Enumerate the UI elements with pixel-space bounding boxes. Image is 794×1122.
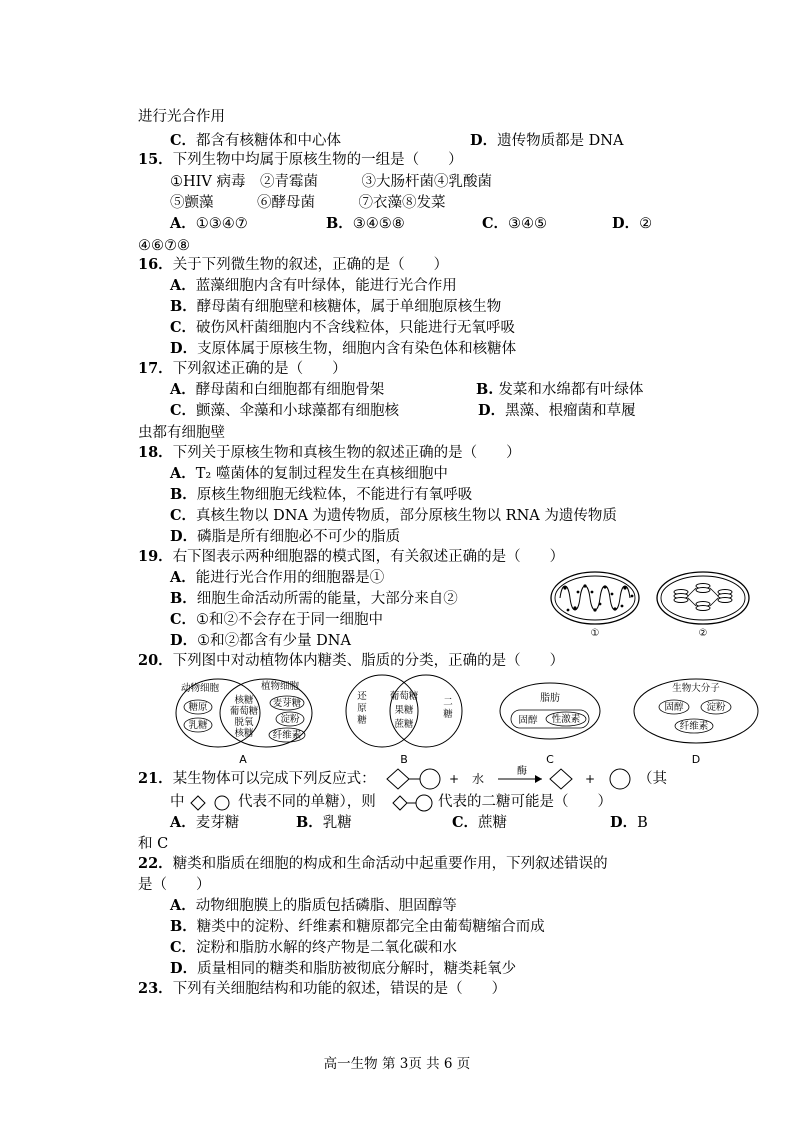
text-line: ①HIV 病毒 ②青霉菌 ③大肠杆菌④乳酸菌 bbox=[170, 174, 492, 190]
svg-text:纤维素: 纤维素 bbox=[272, 730, 302, 741]
text-line: 是（ ） bbox=[138, 877, 211, 893]
question-15: 15．下列生物中均属于原核生物的一组是（ ） bbox=[138, 151, 463, 168]
option-b: B．乳糖 bbox=[296, 814, 352, 831]
svg-text:+: + bbox=[584, 772, 596, 786]
svg-text:动物细胞: 动物细胞 bbox=[180, 683, 220, 694]
option-d: D．B bbox=[610, 814, 648, 831]
option-a: A．麦芽糖 bbox=[170, 814, 240, 831]
svg-text:糖: 糖 bbox=[357, 715, 367, 726]
option-b: B．细胞生命活动所需的能量，大部分来自② bbox=[170, 590, 458, 607]
option-a: A．能进行光合作用的细胞器是① bbox=[170, 569, 385, 586]
option-a: A．T₂ 噬菌体的复制过程发生在真核细胞中 bbox=[170, 465, 448, 482]
option-c: C．①和②不会存在于同一细胞中 bbox=[170, 611, 384, 628]
option-d: D．遗传物质都是 DNA bbox=[470, 132, 624, 149]
text-line: 进行光合作用 bbox=[138, 109, 225, 125]
label-2: ② bbox=[698, 628, 708, 639]
svg-text:蔗糖: 蔗糖 bbox=[394, 719, 414, 730]
question-20: 20．下列图中对动植物体内糖类、脂质的分类，正确的是（ ） bbox=[138, 652, 565, 669]
option-a: A．动物细胞膜上的脂质包括磷脂、胆固醇等 bbox=[170, 897, 457, 914]
diagram-b bbox=[346, 675, 462, 766]
svg-text:固醇: 固醇 bbox=[518, 715, 538, 726]
diamond-shape bbox=[191, 796, 205, 810]
option-b: B．原核生物细胞无线粒体，不能进行有氧呼吸 bbox=[170, 486, 473, 503]
option-a: A．蓝藻细胞内含有叶绿体，能进行光合作用 bbox=[170, 277, 457, 294]
sugar-symbols bbox=[188, 794, 236, 812]
option-c: C．③④⑤ bbox=[482, 215, 548, 232]
circle-shape bbox=[420, 769, 440, 789]
svg-text:+: + bbox=[448, 772, 460, 786]
diamond-shape bbox=[387, 769, 409, 789]
circle-shape bbox=[215, 796, 229, 810]
text-line: 中 bbox=[170, 794, 185, 810]
option-a: A．酵母菌和白细胞都有细胞骨架 bbox=[170, 381, 385, 398]
option-c: C．淀粉和脂肪水解的终产物是二氧化碳和水 bbox=[170, 939, 458, 956]
question-19: 19．右下图表示两种细胞器的模式图，有关叙述正确的是（ ） bbox=[138, 548, 565, 565]
svg-text:B: B bbox=[400, 753, 408, 766]
diagram-d bbox=[634, 679, 758, 766]
svg-text:D: D bbox=[691, 753, 701, 766]
option-b: B. 发菜和水绵都有叶绿体 bbox=[476, 381, 644, 398]
svg-text:脱氧: 脱氧 bbox=[234, 717, 254, 728]
svg-text:淀粉: 淀粉 bbox=[706, 702, 726, 713]
question-17: 17．下列叙述正确的是（ ） bbox=[138, 360, 347, 377]
mitochondrion-diagram bbox=[551, 572, 639, 624]
svg-text:麦芽糖: 麦芽糖 bbox=[272, 698, 302, 709]
svg-text:水: 水 bbox=[471, 772, 485, 786]
svg-text:A: A bbox=[239, 753, 247, 766]
svg-text:糖: 糖 bbox=[443, 709, 453, 720]
question-22: 22．糖类和脂质在细胞的构成和生命活动中起重要作用，下列叙述错误的 bbox=[138, 855, 608, 872]
text-line: 和 C bbox=[138, 836, 169, 852]
question-23: 23．下列有关细胞结构和功能的叙述，错误的是（ ） bbox=[138, 980, 507, 997]
svg-text:果糖: 果糖 bbox=[394, 705, 414, 716]
option-d: D．黑藻、根瘤菌和草履 bbox=[478, 402, 636, 419]
option-b: B．糖类中的淀粉、纤维素和糖原都完全由葡萄糖缩合而成 bbox=[170, 918, 545, 935]
option-d: D．磷脂是所有细胞必不可少的脂质 bbox=[170, 528, 401, 545]
svg-text:核糖: 核糖 bbox=[234, 728, 254, 739]
svg-text:脂肪: 脂肪 bbox=[540, 693, 560, 704]
svg-text:原: 原 bbox=[357, 703, 367, 714]
text-line: （其 bbox=[638, 771, 667, 787]
question-21: 21．某生物体可以完成下列反应式： bbox=[138, 770, 376, 787]
text-line: ④⑥⑦⑧ bbox=[138, 238, 190, 254]
svg-text:纤维素: 纤维素 bbox=[679, 721, 709, 732]
option-c: C．都含有核糖体和中心体 bbox=[170, 132, 342, 149]
option-b: B．③④⑤⑧ bbox=[326, 215, 405, 232]
svg-text:葡萄糖: 葡萄糖 bbox=[389, 691, 419, 702]
text-line: 代表不同的单糖），则 bbox=[238, 794, 376, 810]
option-a: A．①③④⑦ bbox=[170, 215, 248, 232]
svg-text:葡萄糖: 葡萄糖 bbox=[229, 706, 259, 717]
text-line: 代表的二糖可能是（ ） bbox=[438, 794, 612, 810]
svg-text:性激素: 性激素 bbox=[551, 714, 581, 725]
svg-text:淀粉: 淀粉 bbox=[280, 714, 300, 725]
chloroplast-diagram bbox=[657, 572, 749, 624]
option-c: C．真核生物以 DNA 为遗传物质，部分原核生物以 RNA 为遗传物质 bbox=[170, 507, 617, 524]
option-d: D．支原体属于原核生物，细胞内含有染色体和核糖体 bbox=[170, 340, 517, 357]
svg-text:二: 二 bbox=[443, 697, 453, 708]
svg-text:乳糖: 乳糖 bbox=[188, 720, 208, 731]
svg-text:生物大分子: 生物大分子 bbox=[672, 683, 720, 694]
option-c: C．破伤风杆菌细胞内不含线粒体，只能进行无氧呼吸 bbox=[170, 319, 516, 336]
option-c: C．颤藻、伞藻和小球藻都有细胞核 bbox=[170, 402, 400, 419]
svg-text:植物细胞: 植物细胞 bbox=[260, 681, 300, 692]
diagram-c bbox=[500, 683, 600, 766]
svg-text:酶: 酶 bbox=[517, 766, 527, 777]
classification-figures bbox=[170, 673, 760, 767]
label-1: ① bbox=[590, 628, 600, 639]
text-line: ⑤颤藻 ⑥酵母菌 ⑦衣藻⑧发菜 bbox=[170, 195, 446, 211]
svg-text:还: 还 bbox=[357, 691, 367, 702]
diagram-a bbox=[176, 679, 312, 766]
option-d: D．①和②都含有少量 DNA bbox=[170, 632, 351, 649]
svg-text:糖原: 糖原 bbox=[188, 702, 208, 713]
option-b: B．酵母菌有细胞壁和核糖体，属于单细胞原核生物 bbox=[170, 298, 502, 315]
question-16: 16．关于下列微生物的叙述，正确的是（ ） bbox=[138, 256, 449, 273]
svg-text:固醇: 固醇 bbox=[664, 702, 684, 713]
question-18: 18．下列关于原核生物和真核生物的叙述正确的是（ ） bbox=[138, 444, 521, 461]
svg-text:C: C bbox=[546, 753, 554, 766]
reaction-formula bbox=[384, 764, 636, 794]
option-d: D．质量相同的糖类和脂肪被彻底分解时，糖类耗氧少 bbox=[170, 960, 517, 977]
organelle-figure bbox=[548, 568, 758, 640]
option-c: C．蔗糖 bbox=[452, 814, 508, 831]
text-line: 虫都有细胞壁 bbox=[138, 425, 225, 441]
option-d: D．② bbox=[612, 215, 653, 232]
page-footer: 高一生物 第 3页 共 6 页 bbox=[323, 1056, 471, 1072]
disaccharide-symbol bbox=[390, 794, 436, 812]
svg-text:核糖: 核糖 bbox=[234, 695, 254, 706]
